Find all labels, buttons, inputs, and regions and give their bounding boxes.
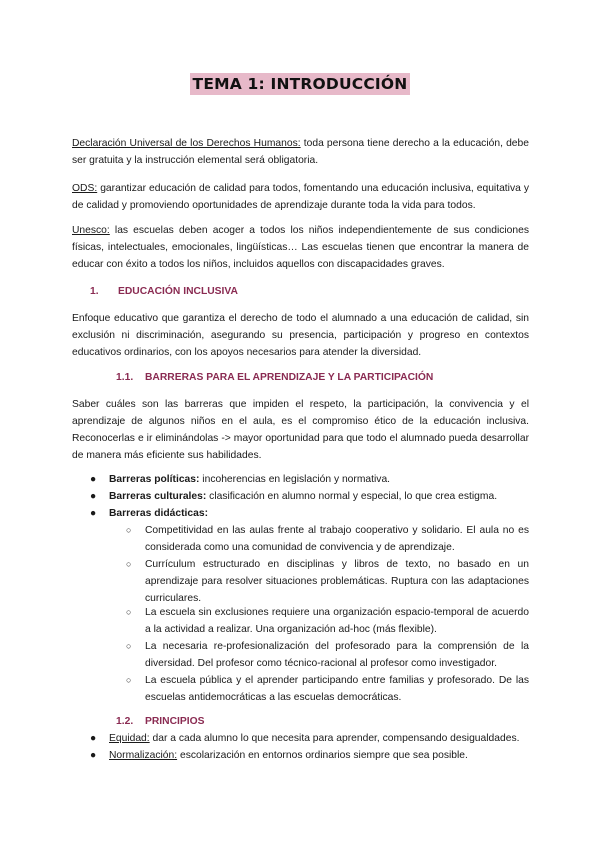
- bullet-label: Barreras culturales:: [109, 491, 207, 502]
- sub-item-text: La escuela pública y el aprender participando entre familias y profesorado. De las escuelas antidemocráticas a las escuelas democráticas.: [145, 675, 529, 703]
- circle-bullet-icon: ○: [126, 641, 132, 651]
- sub-item-text: Competitividad en las aulas frente al trabajo cooperativo y solidario. El aula no es considerada como una comunidad de convivencia y de aprendizaje.: [145, 525, 529, 553]
- bullet-icon: ●: [90, 508, 97, 519]
- bullet-text: incoherencias en legislación y normativa.: [199, 474, 391, 485]
- intro-label: Declaración Universal de los Derechos Humanos:: [72, 138, 301, 149]
- section-number: 1.: [90, 286, 99, 297]
- section-heading-1-1: [116, 371, 433, 385]
- circle-bullet-icon: ○: [126, 675, 132, 685]
- page-title: TEMA 1: INTRODUCCIÓN: [190, 73, 411, 95]
- section-title: BARRERAS PARA EL APRENDIZAJE Y LA PARTICIPACIÓN: [145, 372, 434, 383]
- section-heading-1: [90, 285, 238, 299]
- section-heading-1-2: [116, 715, 205, 729]
- intro-text: toda persona tiene derecho a la educación, debe ser gratuita y la instrucción elemental será obligatoria.: [72, 138, 529, 166]
- intro-label: ODS:: [72, 183, 98, 194]
- intro-paragraph-unesco: [72, 222, 529, 273]
- intro-text: las escuelas deben acoger a todos los niños independientemente de sus condiciones físicas, intelectuales, emocionales, lingüísticas… Las escuelas tienen que encontrar la manera de educar con éxito a todos los niños, incluidos aquellos con discapacidades graves.: [72, 225, 529, 270]
- bullet-icon: ●: [90, 474, 97, 485]
- section-title: PRINCIPIOS: [145, 716, 205, 727]
- intro-text: garantizar educación de calidad para todos, fomentando una educación inclusiva, equitativa y de calidad y promoviendo oportunidades de aprendizaje durante toda la vida para todos.: [72, 183, 529, 211]
- intro-paragraph-ods: [72, 180, 529, 214]
- bullet-icon: ●: [90, 750, 97, 761]
- circle-bullet-icon: ○: [126, 559, 132, 569]
- bullet-text: clasificación en alumno normal y especial, lo que crea estigma.: [206, 491, 498, 502]
- intro-paragraph-dudh: [72, 135, 529, 169]
- bullet-icon: ●: [90, 733, 97, 744]
- sub-item-text: La escuela sin exclusiones requiere una organización espacio-temporal de acuerdo a la actividad a realizar. Una organización ad-hoc (más flexible).: [145, 607, 529, 635]
- section1-paragraph: Enfoque educativo que garantiza el derecho de todo el alumnado a una educación de calidad, sin exclusión ni discriminación, asegurando su presencia, participación y progreso en contextos educativos ordinarios, con los apoyos necesarios para atender la diversidad.: [72, 313, 529, 358]
- sub-item-text: Currículum estructurado en disciplinas y libros de texto, no basado en un aprendizaje para resolver situaciones problemáticas. Ruptura con las adaptaciones curriculares.: [145, 559, 529, 604]
- circle-bullet-icon: ○: [126, 607, 132, 617]
- bullet-icon: ●: [90, 491, 97, 502]
- bullet-label: Barreras políticas:: [109, 474, 200, 485]
- intro-label: Unesco:: [72, 225, 110, 236]
- sub-item-text: La necesaria re-profesionalización del profesorado para la comprensión de la diversidad. Del profesor como técnico-racional al profesor como investigador.: [145, 641, 529, 669]
- bullet-text: escolarización en entornos ordinarios siempre que sea posible.: [177, 750, 468, 761]
- section-number: 1.2.: [116, 716, 134, 727]
- bullet-label: Normalización:: [109, 750, 178, 761]
- circle-bullet-icon: ○: [126, 525, 132, 535]
- bullet-label: Barreras didácticas:: [109, 508, 209, 519]
- section11-paragraph: Saber cuáles son las barreras que impiden el respeto, la participación, la convivencia y el aprendizaje de algunos niños en el aula, es el compromiso ético de la educación inclusiva. Reconocerlas e ir eliminándolas -> mayor oportunidad para que todo el alumnado pueda desarrollar de manera más eficiente sus habilidades.: [72, 399, 529, 461]
- bullet-text: dar a cada alumno lo que necesita para aprender, compensando desigualdades.: [149, 733, 520, 744]
- bullet-label: Equidad:: [109, 733, 150, 744]
- section-number: 1.1.: [116, 372, 134, 383]
- title-container: [0, 73, 600, 95]
- section-title: EDUCACIÓN INCLUSIVA: [118, 286, 238, 297]
